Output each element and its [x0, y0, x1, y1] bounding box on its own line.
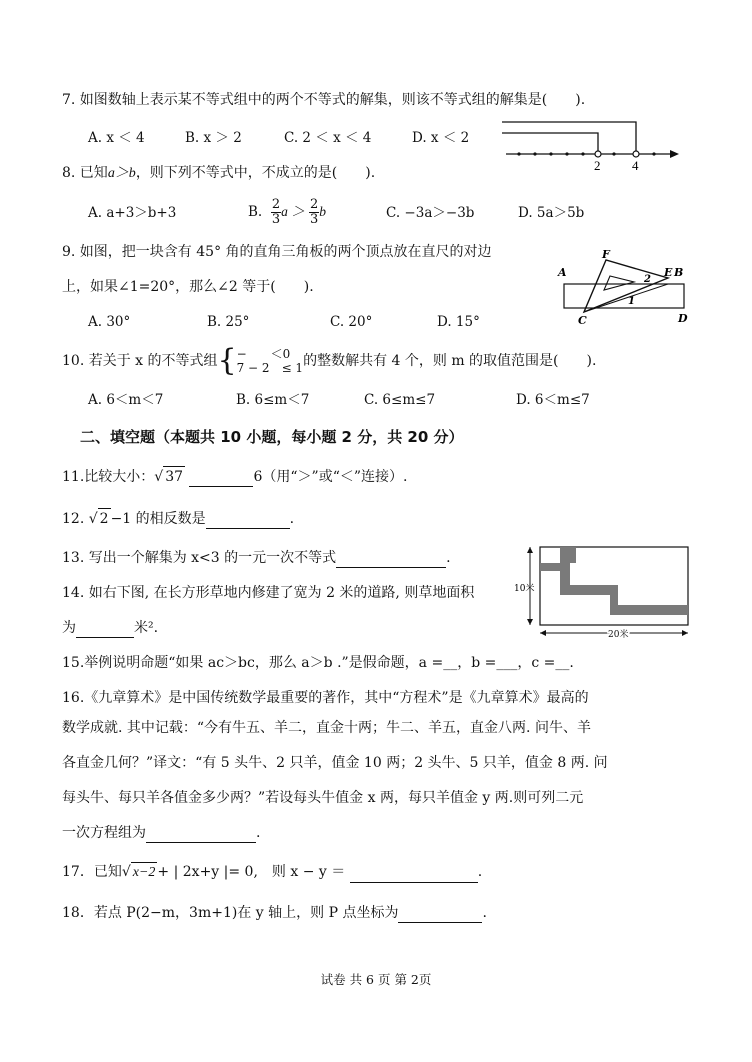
q7-stem: 7. 如图数轴上表示某不等式组中的两个不等式的解集，则该不等式组的解集是( ). [62, 92, 586, 108]
q11: 11.比较大小：√ 37 6（用“＞”或“＜”连接）. [62, 466, 407, 487]
q10-option-a: A. 6＜m＜7 [88, 392, 164, 408]
q9-option-d: D. 15° [437, 314, 480, 330]
q7-number-line-figure [496, 118, 686, 174]
q18: 18．若点 P(2−m，3m+1)在 y 轴上，则 P 点坐标为 . [62, 905, 487, 921]
q14-width-label: 20米 [608, 630, 629, 640]
q9-label-e: E [664, 266, 673, 279]
q8-option-b: B. $\frac{2}{3}$ a ＞ $\frac{2}{3}$ b [248, 197, 327, 227]
q11-blank[interactable] [189, 471, 253, 487]
q7-tick-4: 4 [632, 158, 639, 173]
q8-option-a: A. a+3＞b+3 [88, 205, 177, 221]
section-2-heading: 二、填空题（本题共 10 小题，每小题 2 分，共 20 分） [80, 428, 464, 446]
q9-option-c: C. 20° [330, 314, 373, 330]
q16-line3: 各直金几何？”译文：“有 5 头牛、2 只羊，值金 10 两；2 头牛、5 只羊，值金 8 两. 问 [62, 755, 608, 771]
q7-option-b: B. x ＞ 2 [185, 130, 242, 146]
q16-line5: 一次方程组为 . [62, 825, 261, 841]
q9-ruler-triangle-figure [556, 246, 696, 328]
q9-label-d: D [678, 312, 688, 325]
q10-option-d: D. 6＜m≤7 [516, 392, 590, 408]
q16-line4: 每头牛、每只羊各值金多少两？”若设每头牛值金 x 两，每只羊值金 y 两.则可列二元 [62, 790, 584, 806]
q9-label-angle2: 2 [644, 274, 651, 285]
q9-label-b: B [674, 266, 684, 279]
q10-option-b: B. 6≤m＜7 [236, 392, 310, 408]
q14-line1: 14. 如右下图, 在长方形草地内修建了宽为 2 米的道路, 则草地面积 [62, 585, 475, 601]
q14-height-label: 10米 [514, 584, 535, 594]
q15: 15.举例说明命题“如果 ac＞bc，那么 a＞b .”是假命题，a =__，b =___，c =__. [62, 655, 574, 671]
q12-blank[interactable] [206, 513, 290, 529]
q7-option-c: C. 2 ＜ x ＜ 4 [284, 130, 372, 146]
q8-stem: 8. 已知a＞b，则下列不等式中，不成立的是( ). [62, 165, 376, 181]
q13: 13. 写出一个解集为 x<3 的一元一次不等式 . [62, 550, 451, 566]
q10-brace: { [217, 343, 237, 378]
q16-blank[interactable] [146, 827, 256, 843]
q17-blank[interactable] [350, 867, 478, 883]
q10-option-c: C. 6≤m≤7 [364, 392, 436, 408]
q7-tick-2: 2 [594, 158, 601, 173]
q8-option-c: C. −3a＞−3b [386, 205, 475, 221]
q7-option-a: A. x ＜ 4 [88, 130, 145, 146]
q16-line2: 数学成就. 其中记载：“今有牛五、羊二，直金十两；牛二、羊五，直金八两. 问牛、羊 [62, 720, 591, 736]
q9-label-c: C [578, 314, 587, 327]
q14-lawn-road-figure [512, 545, 694, 641]
q7-option-d: D. x ＜ 2 [412, 130, 470, 146]
q9-stem-line2: 上，如果∠1=20°，那么∠2 等于( ). [62, 279, 314, 295]
q17: 17．已知√ x−2 + | 2x+y |= 0, 则 x − y ＝ . [62, 862, 482, 883]
q8-option-d: D. 5a＞5b [518, 205, 585, 221]
q9-option-b: B. 25° [207, 314, 250, 330]
q18-blank[interactable] [398, 907, 482, 923]
q9-label-a: A [558, 266, 567, 279]
q9-option-a: A. 30° [88, 314, 131, 330]
q9-label-f: F [602, 248, 610, 261]
q9-label-angle1: 1 [628, 296, 635, 307]
q16-line1: 16.《九章算术》是中国传统数学最重要的著作，其中“方程术”是《九章算术》最高的 [62, 690, 589, 706]
q14-line2: 为 米². [62, 620, 159, 636]
q14-blank[interactable] [76, 622, 134, 638]
page-footer: 试卷 共 6 页 第 2页 [320, 972, 432, 987]
q12: 12. √ 2 −1 的相反数是 . [62, 508, 294, 529]
q13-blank[interactable] [336, 552, 446, 568]
q10-stem: 10. 若关于 x 的不等式组{ − ＜0 7 − 2 ≤ 1 的整数解共有 4 个，则 m 的取值范围是( ). [62, 343, 597, 378]
q9-stem-line1: 9. 如图，把一块含有 45° 角的直角三角板的两个顶点放在直尺的对边 [62, 244, 492, 260]
